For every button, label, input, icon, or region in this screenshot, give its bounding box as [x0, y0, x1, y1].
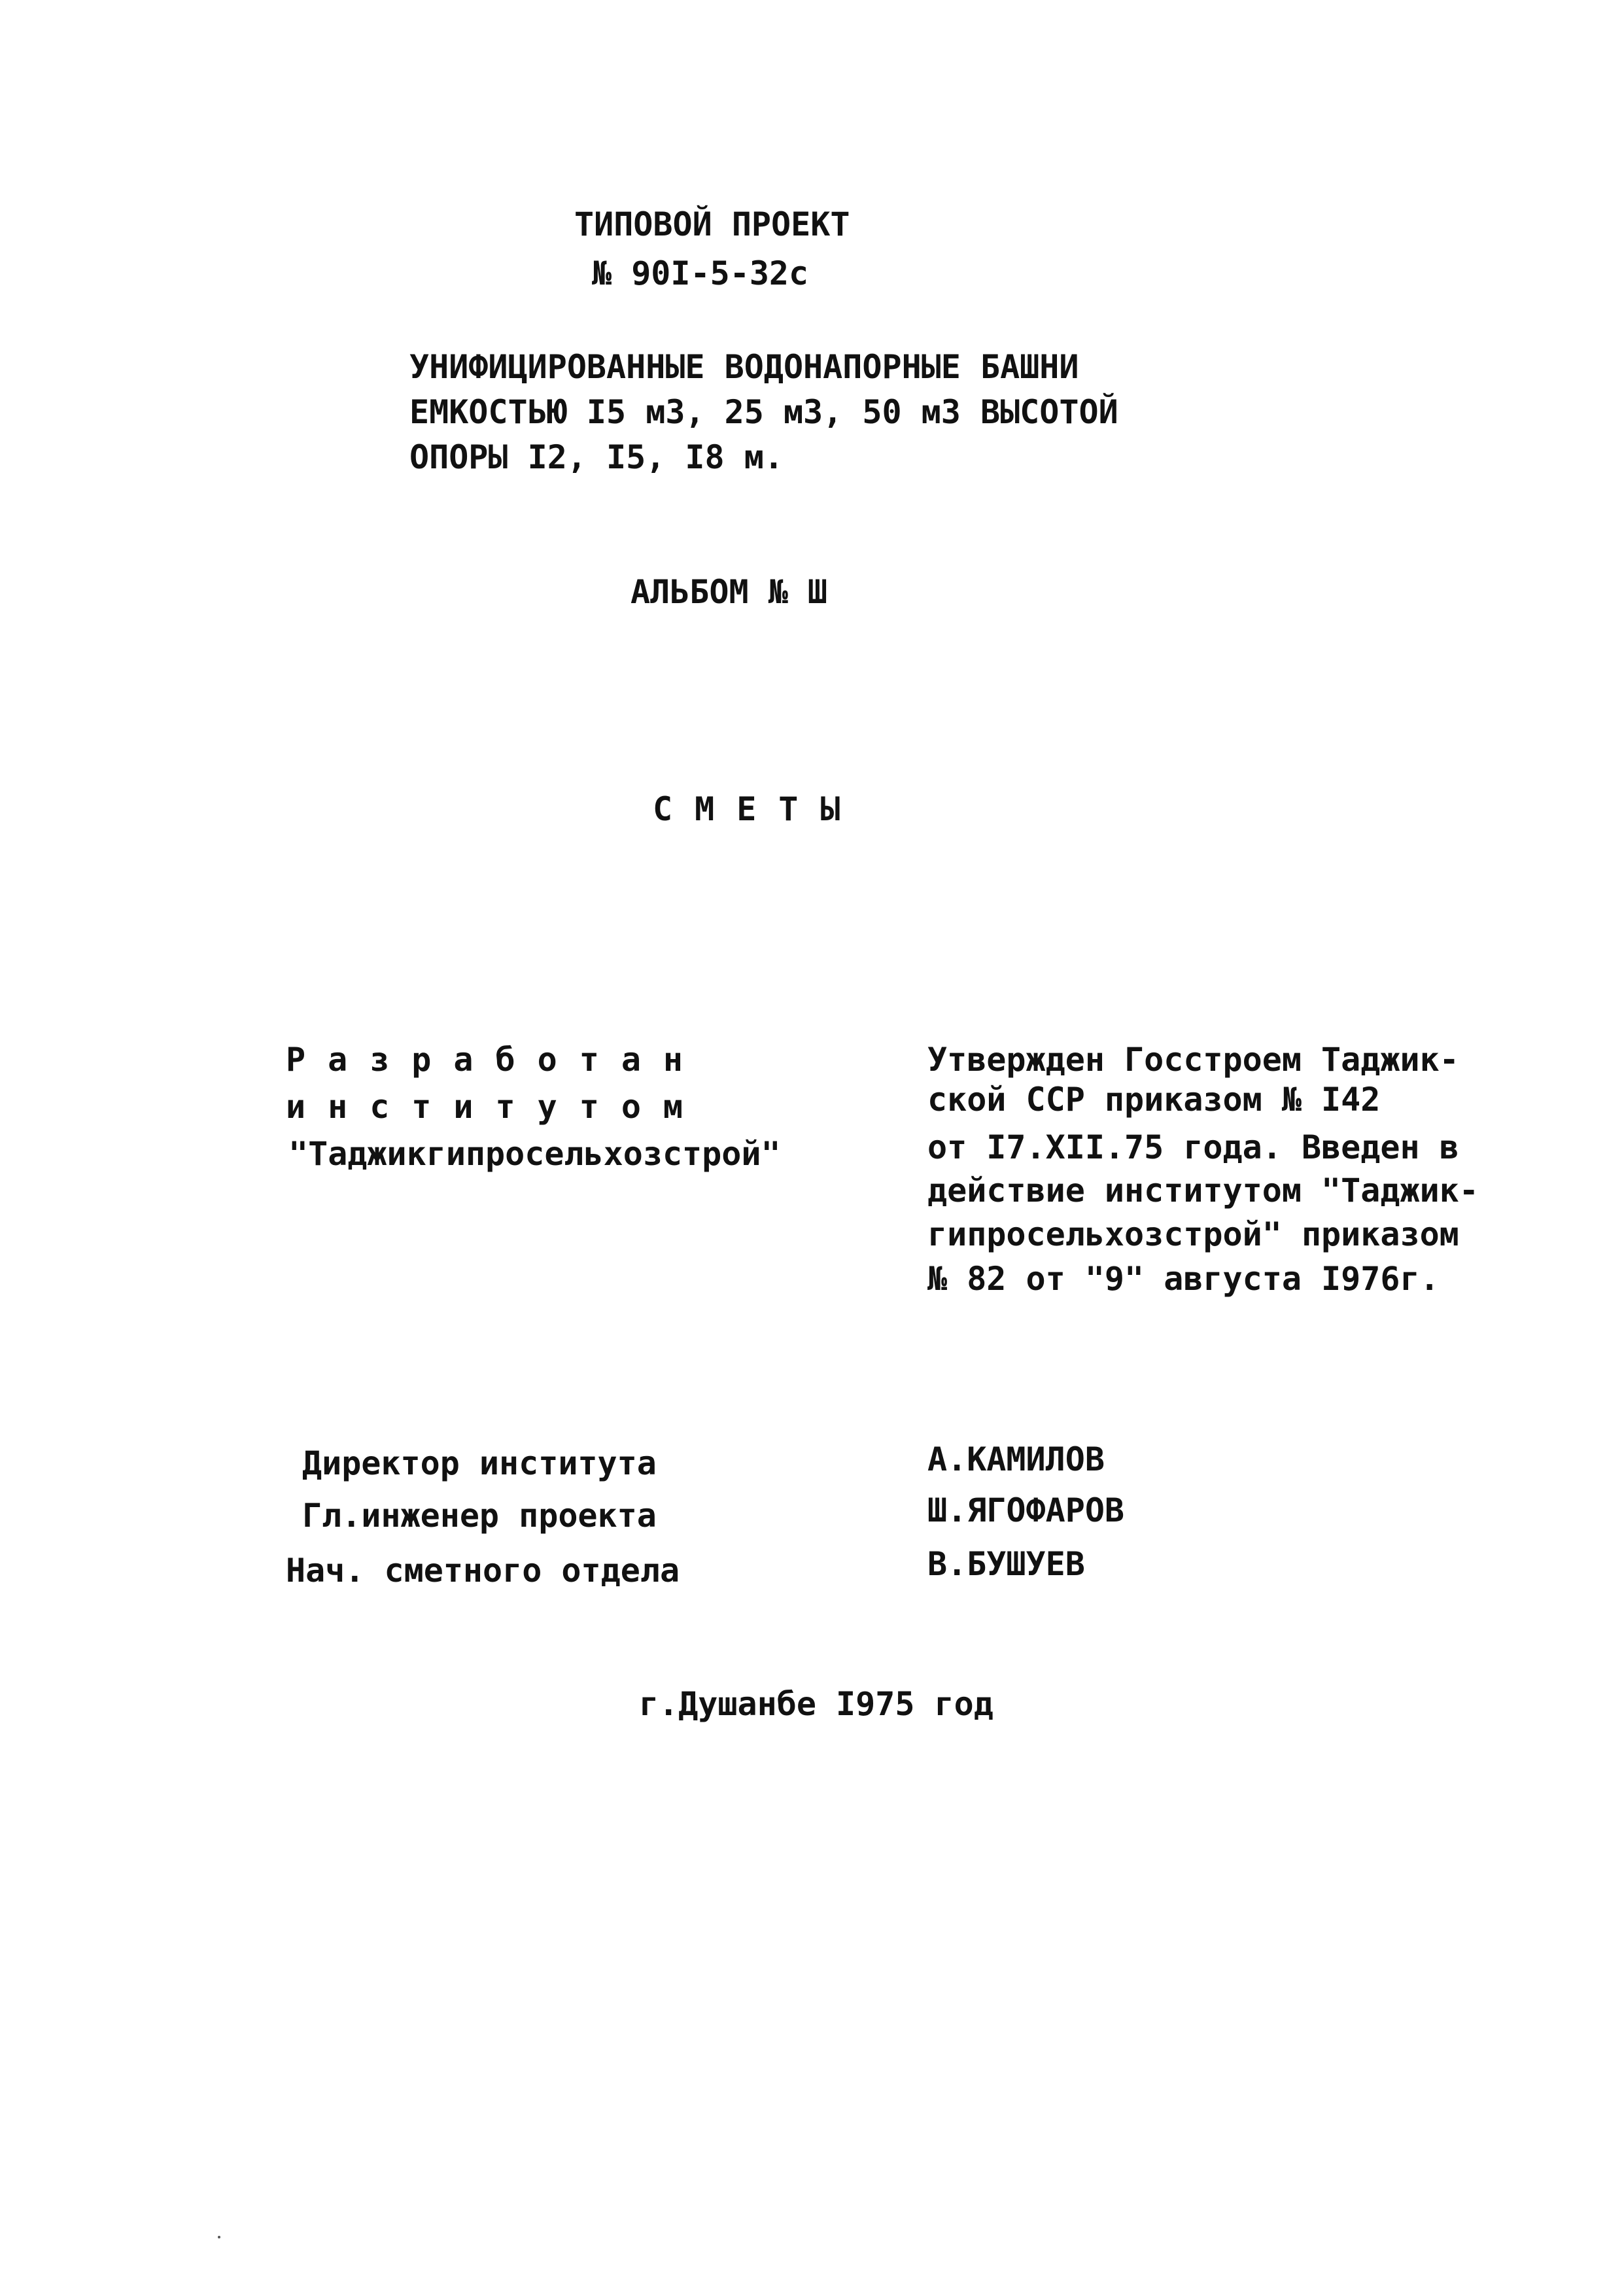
approval-line-2: ской ССР приказом № I42	[927, 1081, 1381, 1119]
signature-role-director: Директор института	[302, 1444, 657, 1482]
project-type: ТИПОВОЙ ПРОЕКТ	[574, 205, 850, 243]
developer-line-2: институтом	[286, 1088, 706, 1126]
approval-line-3: от I7.XII.75 года. Введен в	[927, 1128, 1459, 1166]
title-line-2: ЕМКОСТЬЮ I5 м3, 25 м3, 50 м3 ВЫСОТОЙ	[409, 393, 1118, 431]
footer-place-year: г.Душанбе I975 год	[639, 1685, 993, 1723]
project-number: № 90I-5-32с	[592, 254, 809, 292]
section-title: СМЕТЫ	[653, 790, 863, 828]
approval-line-6: № 82 от "9" августа I976г.	[927, 1260, 1440, 1298]
signature-name-estimates-head: В.БУШУЕВ	[927, 1545, 1085, 1583]
approval-line-4: действие институтом "Таджик-	[927, 1172, 1479, 1209]
signature-name-director: А.КАМИЛОВ	[927, 1440, 1105, 1478]
title-line-1: УНИФИЦИРОВАННЫЕ ВОДОНАПОРНЫЕ БАШНИ	[409, 348, 1079, 386]
title-line-3: ОПОРЫ I2, I5, I8 м.	[409, 438, 784, 476]
signature-role-chief-engineer: Гл.инженер проекта	[302, 1497, 657, 1535]
developer-institute: "Таджикгипросельхозстрой"	[288, 1135, 781, 1173]
album-label: АЛЬБОМ № Ш	[631, 573, 828, 611]
developer-line-1: Разработан	[286, 1041, 706, 1079]
signature-role-estimates-head: Нач. сметного отдела	[286, 1552, 680, 1590]
signature-name-chief-engineer: Ш.ЯГОФАРОВ	[927, 1491, 1125, 1529]
scan-speck	[218, 2236, 220, 2238]
approval-line-5: гипросельхозстрой" приказом	[927, 1215, 1459, 1253]
approval-line-1: Утвержден Госстроем Таджик-	[927, 1041, 1459, 1079]
